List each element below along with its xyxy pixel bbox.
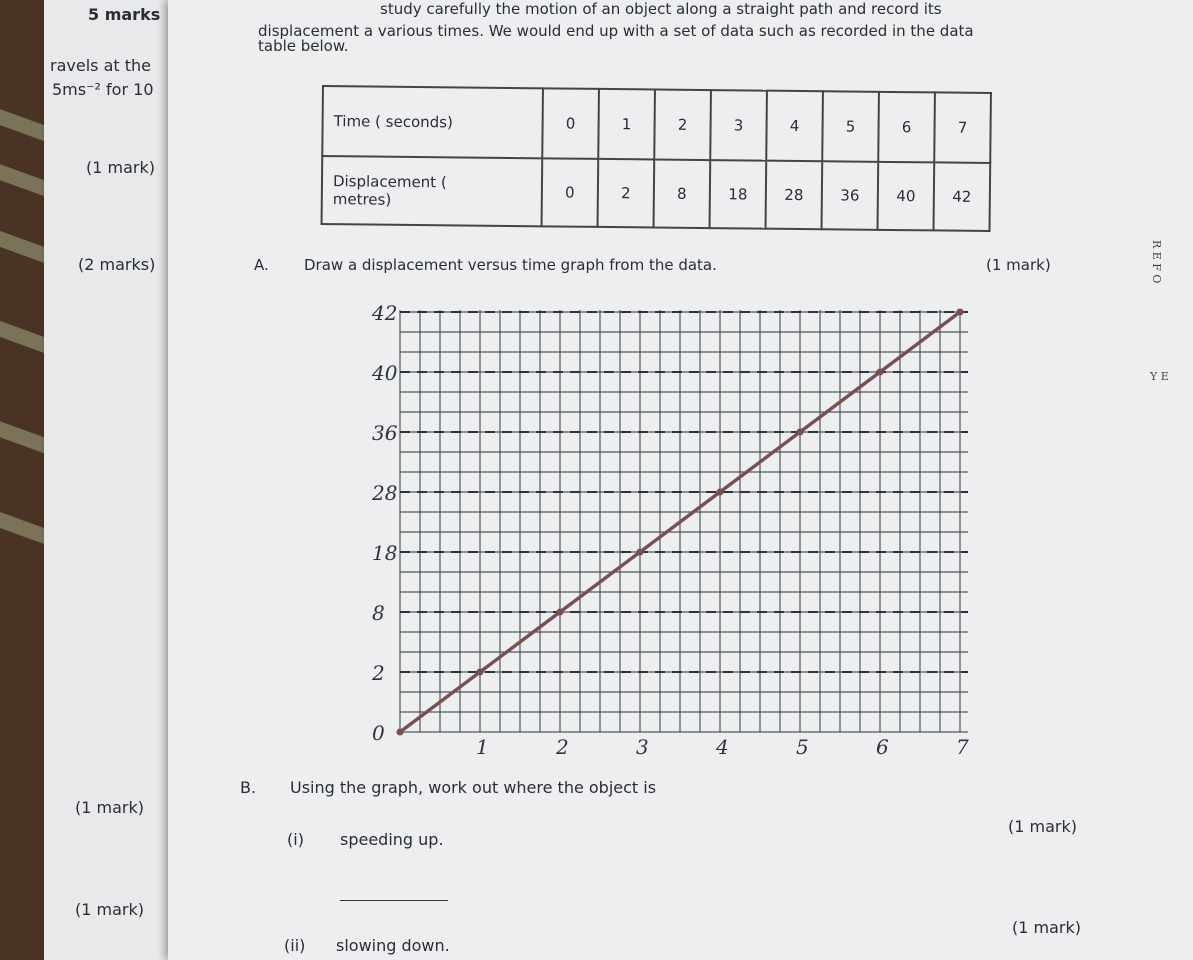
- right-margin-mark: Y E: [1150, 370, 1169, 383]
- table-cell: 0: [542, 88, 599, 159]
- displacement-time-graph: [360, 300, 980, 760]
- question-b-i-marks: (1 mark): [1008, 817, 1077, 836]
- y-tick-label: 0: [372, 721, 385, 745]
- intro-line-3: table below.: [258, 37, 349, 55]
- x-tick-label: 3: [636, 735, 649, 759]
- displacement-header-line-1: Displacement (: [332, 172, 447, 192]
- question-fragment: ravels at the: [50, 56, 151, 75]
- x-tick-label: 5: [796, 735, 809, 759]
- question-a-text: Draw a displacement versus time graph from the data.: [304, 256, 717, 274]
- question-b-letter: B.: [240, 778, 257, 797]
- question-b-i-label: (i): [287, 830, 304, 849]
- question-b-ii-marks: (1 mark): [1012, 918, 1081, 937]
- y-tick-label: 40: [372, 361, 398, 385]
- table-cell: 2: [654, 89, 711, 160]
- marks-total: 5 marks: [88, 5, 161, 24]
- table-cell: 8: [654, 159, 711, 228]
- displacement-header: [322, 156, 543, 226]
- intro-line-1: study carefully the motion of an object along a straight path and record its: [380, 0, 942, 18]
- table-row-displacement: [322, 156, 991, 231]
- x-tick-label: 1: [476, 735, 489, 759]
- table-cell: 1: [598, 89, 655, 160]
- y-tick-label: 42: [372, 301, 398, 325]
- table-cell: 0: [542, 158, 599, 227]
- marks-label: (1 mark): [75, 798, 144, 817]
- question-b-i-text: speeding up.: [340, 830, 444, 849]
- question-fragment: 5ms⁻² for 10: [52, 80, 154, 99]
- question-b-ii-label: (ii): [284, 936, 306, 955]
- answer-line: [340, 900, 448, 901]
- table-cell: 42: [934, 162, 991, 231]
- right-margin-letters: R E F O: [1150, 240, 1163, 284]
- table-cell: 3: [710, 90, 767, 161]
- y-tick-label: 8: [372, 601, 385, 625]
- table-row-time: [322, 86, 991, 163]
- y-tick-label: 18: [372, 541, 398, 565]
- intro-line-2: displacement a various times. We would end up with a set of data such as recorded in the data: [258, 22, 974, 40]
- marks-label: (2 marks): [78, 255, 156, 274]
- marks-label: (1 mark): [86, 158, 155, 177]
- table-cell: 7: [934, 92, 991, 163]
- x-tick-label: 4: [716, 735, 729, 759]
- time-header: Time ( seconds): [322, 86, 543, 158]
- x-tick-label: 2: [556, 735, 569, 759]
- table-cell: 6: [878, 92, 935, 163]
- marks-label: (1 mark): [75, 900, 144, 919]
- data-table: [321, 85, 992, 232]
- table-cell: 18: [710, 160, 767, 229]
- displacement-header-line-2: metres): [332, 190, 392, 209]
- question-a-letter: A.: [254, 256, 269, 274]
- y-tick-label: 2: [372, 661, 385, 685]
- table-cell: 5: [822, 91, 879, 162]
- question-b-ii-text: slowing down.: [336, 936, 450, 955]
- x-tick-label: 6: [876, 735, 889, 759]
- table-cell: 28: [766, 161, 823, 230]
- y-tick-label: 28: [372, 481, 398, 505]
- question-a-marks: (1 mark): [986, 256, 1051, 274]
- table-cell: 2: [598, 159, 655, 228]
- table-cell: 4: [766, 91, 823, 162]
- table-cell: 40: [878, 162, 935, 231]
- table-cell: 36: [822, 161, 879, 230]
- y-tick-label: 36: [372, 421, 398, 445]
- x-tick-label: 7: [956, 735, 969, 759]
- question-b-text: Using the graph, work out where the object is: [290, 778, 657, 797]
